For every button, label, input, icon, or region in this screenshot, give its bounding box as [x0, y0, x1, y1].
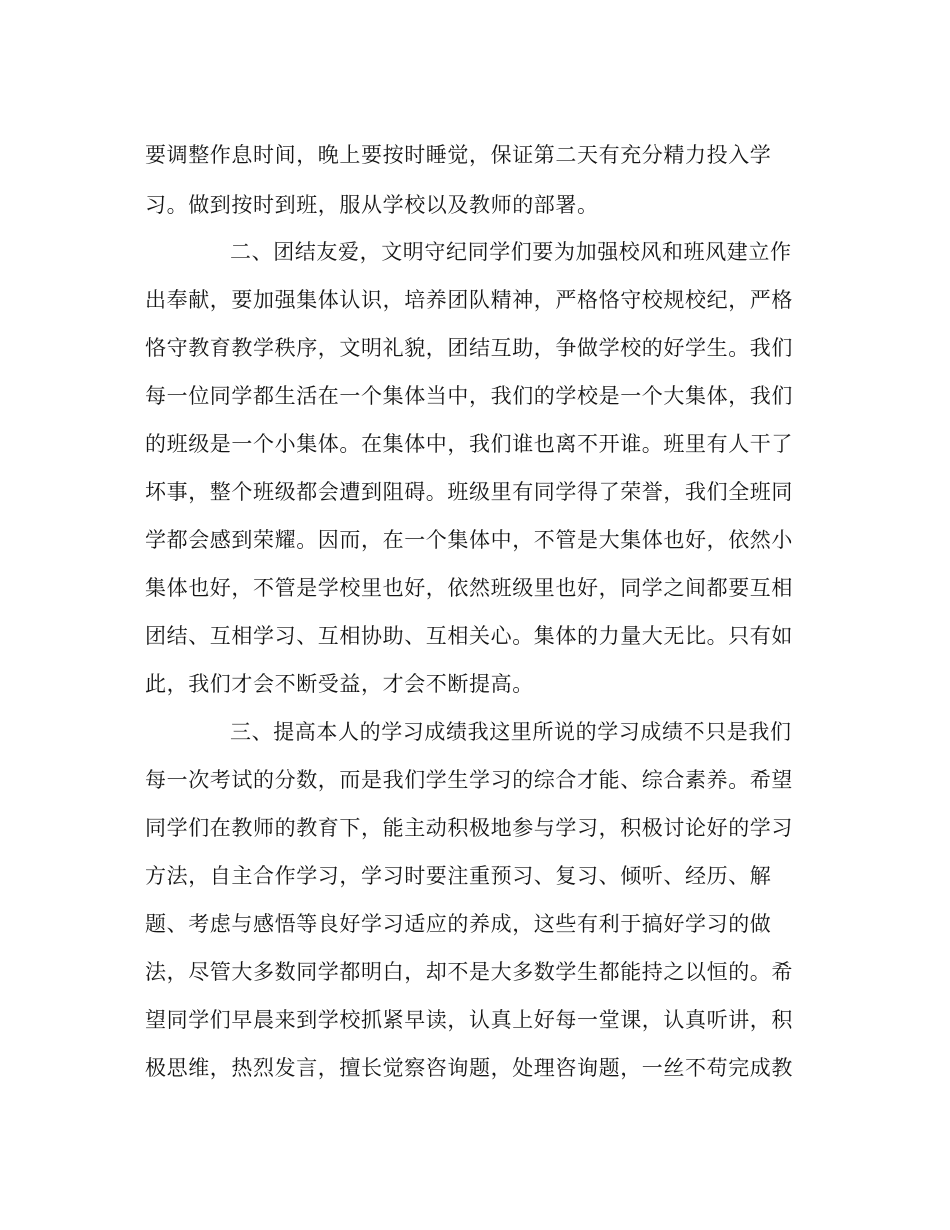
text-line: 极思维，热烈发言，擅长觉察咨询题，处理咨询题，一丝不苟完成教	[145, 1056, 793, 1080]
text-line: 此，我们才会不断受益，才会不断提高。	[145, 672, 534, 696]
text-line: 的班级是一个小集体。在集体中，我们谁也离不开谁。班里有人干了	[145, 432, 793, 456]
text-line: 每一次考试的分数，而是我们学生学习的综合才能、综合素养。希望	[145, 768, 793, 792]
text-line: 法，尽管大多数同学都明白，却不是大多数学生都能持之以恒的。希	[145, 960, 793, 984]
text-line: 题、考虑与感悟等良好学习适应的养成，这些有利于搞好学习的做	[145, 912, 772, 936]
text-line: 集体也好，不管是学校里也好，依然班级里也好，同学之间都要互相	[145, 576, 793, 600]
text-line: 团结、互相学习、互相协助、互相关心。集体的力量大无比。只有如	[145, 624, 793, 648]
text-line: 同学们在教师的教育下，能主动积极地参与学习，积极讨论好的学习	[145, 816, 793, 840]
text-line: 出奉献，要加强集体认识，培养团队精神，严格恪守校规校纪，严格	[145, 288, 793, 312]
paragraph-start-line: 三、提高本人的学习成绩我这里所说的学习成绩不只是我们	[230, 720, 792, 744]
text-line: 坏事，整个班级都会遭到阻碍。班级里有同学得了荣誉，我们全班同	[145, 480, 793, 504]
text-line: 每一位同学都生活在一个集体当中，我们的学校是一个大集体，我们	[145, 384, 793, 408]
paragraph-start-line: 二、团结友爱，文明守纪同学们要为加强校风和班风建立作	[230, 240, 792, 264]
text-line: 要调整作息时间，晚上要按时睡觉，保证第二天有充分精力投入学	[145, 143, 772, 167]
text-line: 恪守教育教学秩序，文明礼貌，团结互助，争做学校的好学生。我们	[145, 336, 793, 360]
text-line: 习。做到按时到班，服从学校以及教师的部署。	[145, 193, 599, 217]
text-line: 方法，自主合作学习，学习时要注重预习、复习、倾听、经历、解	[145, 864, 772, 888]
text-line: 学都会感到荣耀。因而，在一个集体中，不管是大集体也好，依然小	[145, 528, 793, 552]
text-line: 望同学们早晨来到学校抓紧早读，认真上好每一堂课，认真听讲，积	[145, 1008, 793, 1032]
